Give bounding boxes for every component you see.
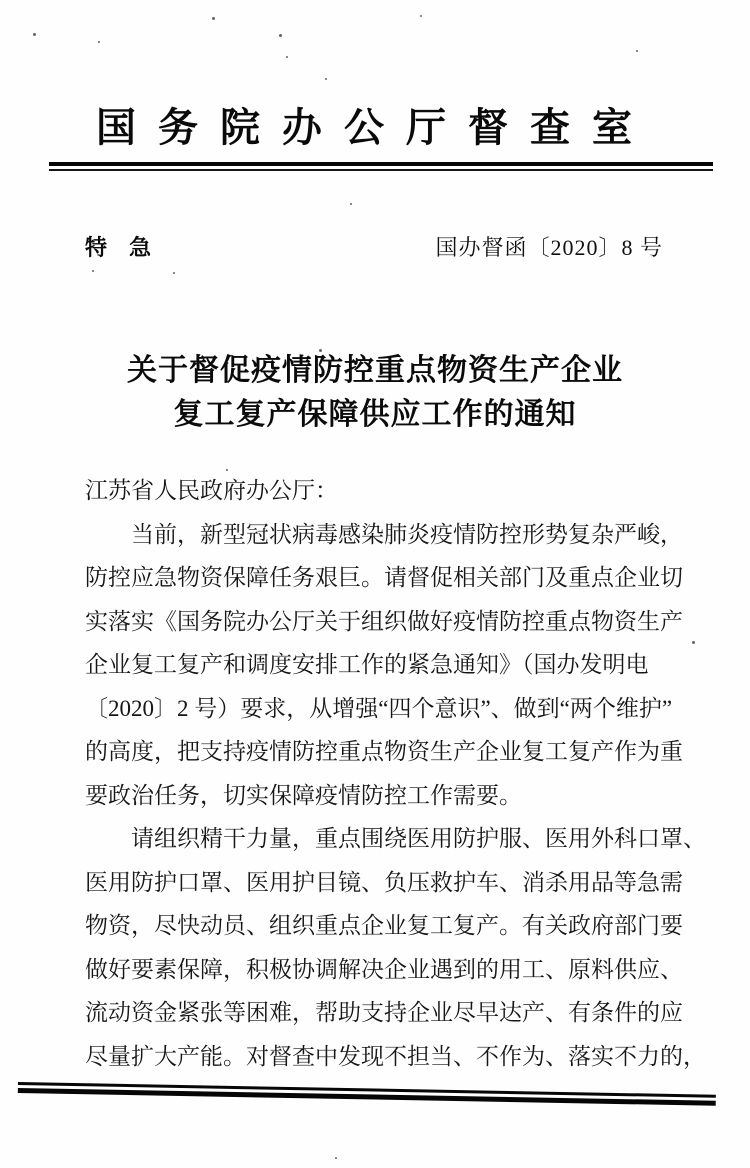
scan-speckle — [350, 203, 352, 205]
document-title — [0, 349, 750, 437]
scan-speckle — [325, 78, 327, 80]
scan-speckle — [279, 34, 282, 37]
scan-speckle — [692, 641, 695, 644]
scan-speckle — [173, 272, 175, 274]
footer-rule — [18, 1082, 716, 1106]
body-line: 请组织精干力量，重点围绕医用防护服、医用外科口罩、 — [131, 826, 706, 851]
document-title-line2: 复工复产保障供应工作的通知 — [173, 398, 577, 431]
letterhead-rule — [49, 162, 713, 171]
body-line: 企业复工复产和调度安排工作的紧急通知》（国办发明电 — [85, 652, 649, 677]
scan-speckle — [286, 56, 288, 58]
scan-speckle — [92, 270, 94, 272]
letterhead-issuer: 国务院办公厅督查室 — [96, 105, 654, 150]
body-line: 防控应急物资保障任务艰巨。请督促相关部门及重点企业切 — [85, 565, 683, 590]
salutation: 江苏省人民政府办公厅： — [85, 478, 338, 503]
scan-speckle — [33, 33, 36, 36]
meta-row — [85, 231, 663, 262]
body-line: 流动资金紧张等困难，帮助支持企业尽早达产、有条件的应 — [85, 1000, 683, 1025]
scan-speckle — [212, 17, 215, 20]
body-text — [85, 469, 706, 1078]
scan-speckle — [98, 41, 100, 43]
body-line: 尽量扩大产能。对督查中发现不担当、不作为、落实不力的， — [85, 1043, 706, 1069]
scan-speckle — [636, 50, 638, 52]
document-title-line1: 关于督促疫情防控重点物资生产企业 — [127, 354, 623, 387]
body-line: 实落实《国务院办公厅关于组织做好疫情防控重点物资生产 — [85, 608, 683, 634]
scan-speckle — [335, 1157, 337, 1159]
urgency-label: 特 急 — [85, 235, 152, 260]
letterhead-rule-thin — [49, 169, 713, 171]
scan-speckle — [319, 349, 322, 352]
body-line: 物资，尽快动员、组织重点企业复工复产。有关政府部门要 — [85, 913, 683, 938]
body-line: 医用防护口罩、医用护目镜、负压救护车、消杀用品等急需 — [85, 869, 683, 895]
document-number: 国办督函〔2020〕8 号 — [435, 235, 663, 260]
body-line: 当前，新型冠状病毒感染肺炎疫情防控形势复杂严峻， — [131, 521, 683, 547]
body-line: 的高度，把支持疫情防控重点物资生产企业复工复产作为重 — [85, 739, 683, 764]
scan-speckle — [226, 469, 228, 471]
scan-speckle — [420, 15, 422, 17]
body-line: 做好要素保障，积极协调解决企业遇到的用工、原料供应、 — [85, 956, 683, 982]
body-line: 〔2020〕2 号）要求，从增强“四个意识”、做到“两个维护” — [85, 695, 673, 721]
body-line: 要政治任务，切实保障疫情防控工作需要。 — [85, 782, 522, 808]
